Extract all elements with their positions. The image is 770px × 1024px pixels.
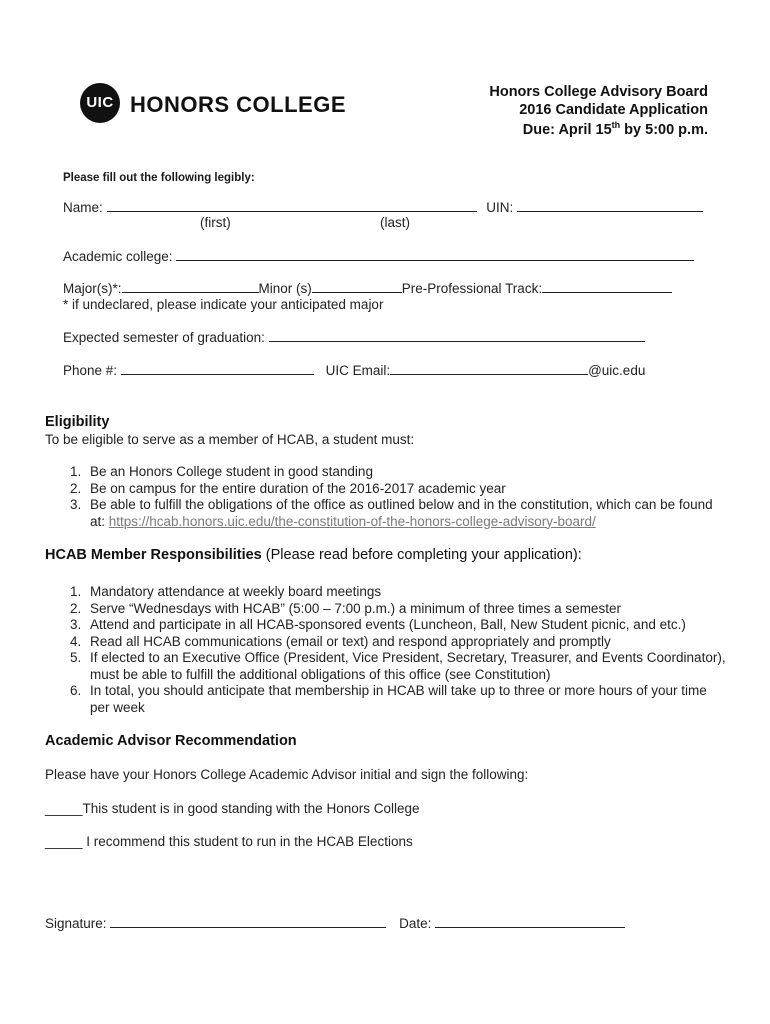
- name-label: Name:: [63, 200, 103, 215]
- header-title: Honors College Advisory Board: [489, 84, 708, 100]
- email-field[interactable]: [390, 363, 588, 375]
- good-standing-line: _____This student is in good standing with the Honors College: [45, 801, 420, 816]
- uin-field[interactable]: [517, 200, 703, 212]
- phone-label: Phone #:: [63, 363, 118, 378]
- uin-label: UIN:: [486, 200, 514, 215]
- list-item: 4. Read all HCAB communications (email or text) and respond appropriately and promptly: [70, 633, 611, 649]
- name-row: [63, 200, 703, 215]
- signature-field[interactable]: [110, 916, 386, 928]
- contact-row: [63, 363, 645, 378]
- responsibilities-heading: HCAB Member Responsibilities (Please read before completing your application):: [45, 547, 582, 563]
- minor-field[interactable]: [312, 281, 402, 293]
- email-suffix: @uic.edu: [588, 363, 646, 378]
- list-item: 2. Be on campus for the entire duration of the 2016-2017 academic year: [70, 480, 506, 496]
- logo-wordmark: HONORS COLLEGE: [130, 92, 347, 117]
- college-field[interactable]: [176, 249, 694, 261]
- list-item: 2. Serve “Wednesdays with HCAB” (5:00 – 7:00 p.m.) a minimum of three times a semester: [70, 600, 621, 616]
- list-item: 3. Be able to fulfill the obligations of the office as outlined below and in the constitution, which can be found at: https://hcab.honors.uic.edu/the-constitution-of-the-honors-college-advisory-board/: [70, 497, 713, 529]
- minor-label: Minor (s): [258, 281, 312, 296]
- preprof-field[interactable]: [542, 281, 672, 293]
- recommend-initial-field[interactable]: _____: [45, 834, 83, 849]
- email-label: UIC Email:: [325, 363, 391, 378]
- uic-logo-mark: UIC: [80, 83, 120, 123]
- graduation-row: [63, 330, 645, 345]
- eligibility-list: [63, 464, 713, 530]
- graduation-label: Expected semester of graduation:: [63, 330, 265, 345]
- preprof-label: Pre-Professional Track:: [401, 281, 543, 296]
- signature-label: Signature:: [45, 916, 107, 931]
- list-item: 3. Attend and participate in all HCAB-sponsored events (Luncheon, Ball, New Student picnic, and etc.): [70, 617, 686, 632]
- college-label: Academic college:: [63, 249, 173, 264]
- eligibility-intro: To be eligible to serve as a member of HCAB, a student must:: [45, 432, 415, 447]
- list-item: 1. Be an Honors College student in good standing: [70, 464, 373, 479]
- major-row: [63, 281, 672, 296]
- major-field[interactable]: [122, 281, 259, 293]
- graduation-field[interactable]: [269, 330, 645, 342]
- college-row: [63, 249, 694, 264]
- name-field[interactable]: [107, 200, 477, 212]
- major-label: Major(s)*:: [63, 281, 122, 296]
- list-item: 1. Mandatory attendance at weekly board meetings: [70, 584, 382, 599]
- recommend-line: _____ I recommend this student to run in the HCAB Elections: [45, 834, 413, 849]
- good-standing-initial-field[interactable]: _____: [45, 801, 83, 816]
- first-label: (first): [200, 215, 231, 230]
- advisor-intro: Please have your Honors College Academic Advisor initial and sign the following:: [45, 767, 529, 782]
- advisor-heading: Academic Advisor Recommendation: [45, 733, 297, 749]
- phone-field[interactable]: [121, 363, 314, 375]
- constitution-link[interactable]: https://hcab.honors.uic.edu/the-constitution-of-the-honors-college-advisory-board/: [108, 513, 596, 529]
- undeclared-note: * if undeclared, please indicate your anticipated major: [63, 297, 384, 312]
- list-item: 5. If elected to an Executive Office (President, Vice President, Secretary, Treasurer, and Events Coordinator), must be able to fulfill the additional obligations of this office (see Constitution): [70, 650, 726, 682]
- instructions: Please fill out the following legibly:: [63, 172, 255, 184]
- eligibility-heading: Eligibility: [45, 414, 110, 430]
- signature-row: [45, 916, 625, 931]
- last-label: (last): [380, 215, 410, 230]
- header-subtitle: 2016 Candidate Application: [519, 102, 708, 118]
- header-due-date: Due: April 15th by 5:00 p.m.: [522, 120, 708, 138]
- responsibilities-list: [63, 584, 728, 716]
- date-label: Date:: [399, 916, 432, 931]
- list-item: 6. In total, you should anticipate that membership in HCAB will take up to three or more hours of your time per week: [70, 683, 707, 715]
- date-field[interactable]: [435, 916, 625, 928]
